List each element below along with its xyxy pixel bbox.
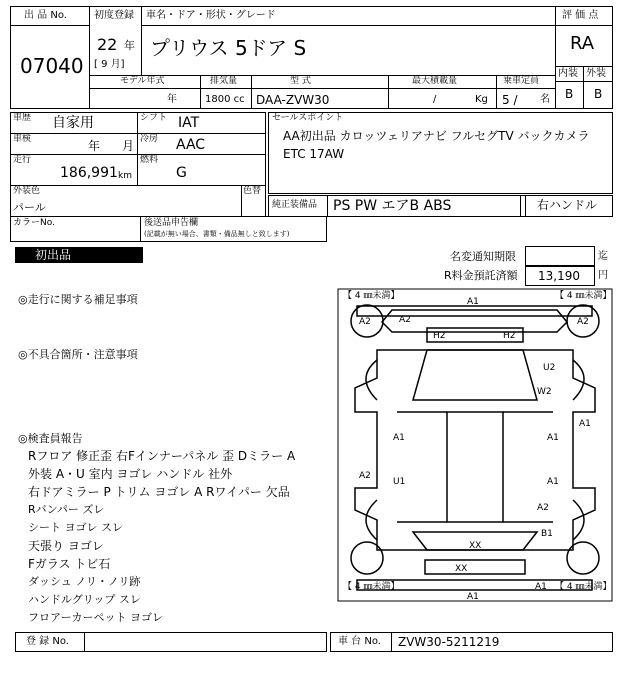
reg-no-label: 登 録 No. xyxy=(26,636,69,647)
mark-a1-r1: A1 xyxy=(579,419,591,429)
remark-line: シート ヨゴレ スレ xyxy=(28,521,123,534)
max-load-value: / xyxy=(433,94,437,105)
remark-line: Rフロア 修正歪 右Fインナーパネル 歪 Dミラー A xyxy=(28,449,296,463)
front-bumper-top xyxy=(357,306,592,316)
exterior-score: B xyxy=(594,87,603,101)
max-load-unit: Kg xyxy=(475,94,488,105)
interior-label: 内装 xyxy=(558,68,578,79)
door-lines xyxy=(397,412,553,522)
post-docs-label: 後送品申告欄 xyxy=(144,218,199,228)
inspection-month: 月 xyxy=(122,139,135,153)
type-label: 型 式 xyxy=(290,76,311,86)
equipment-gap-cell xyxy=(520,195,526,217)
car-damage-diagram xyxy=(337,288,613,602)
first-reg-month: [ 9 月] xyxy=(94,59,125,70)
defects-label: ◎不具合箇所・注意事項 xyxy=(18,348,138,361)
inspector-remarks-list xyxy=(28,447,295,627)
remark-line: Fガラス トビ石 xyxy=(28,557,111,571)
color-change-label: 色替 xyxy=(243,186,262,196)
mileage-label: 走行 xyxy=(13,155,32,165)
inspection-year: 年 xyxy=(88,139,101,153)
car-body-outline xyxy=(355,350,595,550)
ac-value: AAC xyxy=(176,137,206,153)
first-reg-year-char: 年 xyxy=(124,39,135,52)
equipment-value: PS PW エアB ABS xyxy=(333,198,452,214)
sales-point-line-1: AA初出品 カロッツェリアナビ フルセグTV バックカメラ xyxy=(283,129,590,143)
capacity-value: 5 / xyxy=(502,93,518,107)
tire-fl-label: 【 4 ㎜未満】 xyxy=(343,291,400,301)
mark-a1-rear: A1 xyxy=(535,582,547,592)
displacement: 1800 cc xyxy=(205,94,245,105)
mark-w2: W2 xyxy=(537,387,552,397)
post-docs-note: (記載が無い場合、書類・備品無しと致します) xyxy=(144,230,290,238)
color-no-label: カラーNo. xyxy=(13,218,55,228)
remark-line: ハンドルグリップ スレ xyxy=(28,593,141,606)
fuel-label: 燃料 xyxy=(140,155,159,165)
history-label: 車歴 xyxy=(13,113,32,123)
ext-color-value: パール xyxy=(13,201,46,214)
history-value: 自家用 xyxy=(52,115,94,131)
exterior-label: 外装 xyxy=(586,68,606,79)
mark-left-front: A2 xyxy=(359,317,371,327)
wheel-rear-left xyxy=(351,542,383,574)
inspector-report-label: ◎検査員報告 xyxy=(18,432,83,445)
tire-rl-label: 【 4 ㎜未満】 xyxy=(343,582,400,592)
sales-point-label: セールスポイント xyxy=(272,113,344,123)
mark-u2: U2 xyxy=(543,363,556,373)
mileage-value: 186,991 xyxy=(60,165,118,181)
displacement-label: 排気量 xyxy=(210,76,238,86)
recycle-unit: 円 xyxy=(598,270,608,281)
mark-right-front: A2 xyxy=(577,317,589,327)
capacity-unit: 名 xyxy=(540,94,550,105)
mark-front-bumper: A2 xyxy=(399,315,411,325)
ac-label: 冷房 xyxy=(140,134,159,144)
recycle-label: R料金預託済額 xyxy=(444,269,518,282)
diagram-frame xyxy=(338,289,612,601)
fuel-value: G xyxy=(176,165,187,181)
mark-xx-1: XX xyxy=(469,541,482,551)
model-desc-label: 車名・ドア・形状・グレード xyxy=(146,10,276,21)
equipment-label: 純正装備品 xyxy=(272,200,318,210)
shift-label: シフト xyxy=(140,113,168,123)
tax-deadline-label: 名変通知期限 xyxy=(450,250,516,263)
remark-line: 外装 A・U 室内 ヨゴレ ハンドル 社外 xyxy=(28,467,233,481)
remark-line: フロアーカーペット ヨゴレ xyxy=(28,611,163,624)
lot-number: 07040 xyxy=(20,54,84,78)
mark-front-top: A1 xyxy=(467,297,479,307)
model-desc: プリウス 5ドア S xyxy=(150,36,307,60)
mark-xx-2: XX xyxy=(455,564,468,574)
eval-label: 評 価 点 xyxy=(562,10,599,21)
chassis-label: 車 台 No. xyxy=(338,636,381,647)
mark-a2-l: A2 xyxy=(359,471,371,481)
remark-line: Rバンパー ズレ xyxy=(28,503,105,516)
tire-rr-label: 【 4 ㎜未満】 xyxy=(555,582,612,592)
first-listing-text: 初出品 xyxy=(35,248,72,262)
first-reg-label: 初度登録 xyxy=(94,10,134,21)
remark-line: 右ドアミラー P トリム ヨゴレ A Rワイパー 欠品 xyxy=(28,485,290,499)
interior-score: B xyxy=(565,87,574,101)
model-year-label: モデル年式 xyxy=(120,76,165,86)
mark-u1: U1 xyxy=(393,477,406,487)
windshield xyxy=(413,350,537,400)
eval-score: RA xyxy=(570,33,595,54)
ext-color-label: 外装色 xyxy=(13,186,41,196)
capacity-label: 乗車定員 xyxy=(503,76,540,86)
driving-remarks-label: ◎走行に関する補足事項 xyxy=(18,293,138,306)
max-load-label: 最大積載量 xyxy=(412,76,458,86)
mark-h2-right: H2 xyxy=(503,331,516,341)
sales-point-line-2: ETC 17AW xyxy=(283,147,345,161)
chassis-number: ZVW30-5211219 xyxy=(398,635,500,649)
remark-line: 天張り ヨゴレ xyxy=(28,539,104,553)
tire-fr-label: 【 4 ㎜未満】 xyxy=(555,291,612,301)
steering-value: 右ハンドル xyxy=(537,198,598,212)
mark-a1-l: A1 xyxy=(393,433,405,443)
type-value: DAA-ZVW30 xyxy=(256,93,330,107)
tax-deadline-box xyxy=(525,246,595,266)
mark-b1: B1 xyxy=(541,529,553,539)
inspection-label: 車検 xyxy=(13,134,32,144)
shift-value: IAT xyxy=(178,115,200,131)
mark-a1-bottom: A1 xyxy=(467,592,479,602)
mark-a1-r2: A1 xyxy=(547,433,559,443)
mileage-unit: km xyxy=(118,171,132,181)
mark-h2-left: H2 xyxy=(433,331,446,341)
recycle-value: 13,190 xyxy=(538,269,580,283)
cabin-roof xyxy=(447,412,503,522)
lot-label: 出 品 No. xyxy=(24,10,67,21)
wheel-rear-right xyxy=(567,542,599,574)
model-year-unit: 年 xyxy=(167,94,177,105)
tax-deadline-unit: 迄 xyxy=(598,251,608,262)
remark-line: ダッシュ ノリ・ノリ跡 xyxy=(28,575,141,588)
first-listing-bar xyxy=(15,247,143,263)
first-reg-year: 22 xyxy=(97,35,118,54)
rear-lamp-bar xyxy=(425,560,525,574)
mark-a1-r3: A1 xyxy=(547,477,559,487)
mark-a2-r: A2 xyxy=(537,503,549,513)
